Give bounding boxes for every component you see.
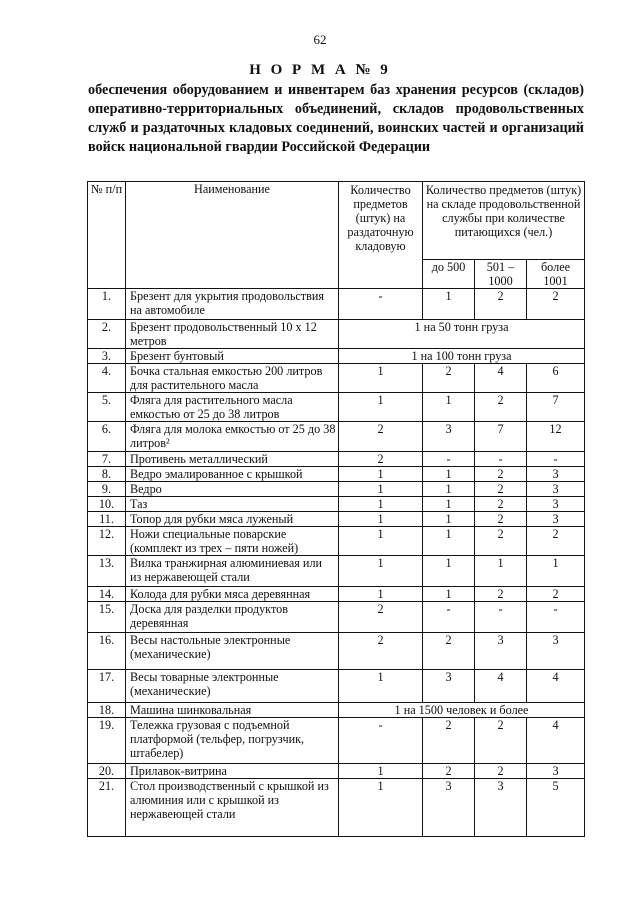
row-qty-over-1001: 3 [527,764,585,779]
table-row [88,703,585,718]
row-number: 9. [88,482,126,497]
row-qty-501-1000: 3 [475,779,527,837]
table-row [88,289,585,320]
table-row [88,527,585,556]
table-row [88,670,585,703]
row-qty-over-1001: 2 [527,289,585,320]
table-row [88,602,585,633]
row-name: Фляга для молока емкостью от 25 до 38 литров² [126,422,339,452]
row-qty-pantry: 1 [339,364,423,393]
row-name: Фляга для растительного масла емкостью от 25 до 38 литров [126,393,339,422]
row-qty-over-1001: 2 [527,527,585,556]
row-qty-501-1000: 2 [475,467,527,482]
row-qty-501-1000: 2 [475,512,527,527]
row-name: Таз [126,497,339,512]
row-name: Брезент для укрытия продовольствия на автомобиле [126,289,339,320]
row-name: Ножи специальные поварские (комплект из трех – пяти ножей) [126,527,339,556]
row-name: Топор для рубки мяса луженый [126,512,339,527]
row-qty-over-1001: 3 [527,482,585,497]
row-name: Ведро [126,482,339,497]
row-qty-up-to-500: - [423,602,475,633]
row-number: 5. [88,393,126,422]
row-number: 17. [88,670,126,703]
row-number: 3. [88,349,126,364]
row-qty-501-1000: 1 [475,556,527,587]
table-body [88,289,585,837]
row-number: 14. [88,587,126,602]
table-row [88,497,585,512]
header-qty-pantry: Количество предметов (штук) на раздаточную кладовую [339,182,423,289]
row-qty-over-1001: 5 [527,779,585,837]
row-number: 7. [88,452,126,467]
row-qty-over-1001: - [527,452,585,467]
row-number: 15. [88,602,126,633]
row-qty-501-1000: 2 [475,482,527,497]
table-row [88,393,585,422]
table-row [88,467,585,482]
table-row [88,364,585,393]
row-qty-up-to-500: 1 [423,512,475,527]
row-number: 4. [88,364,126,393]
row-number: 11. [88,512,126,527]
row-number: 18. [88,703,126,718]
row-qty-pantry: 2 [339,422,423,452]
row-qty-up-to-500: 3 [423,779,475,837]
table-row [88,633,585,670]
row-qty-501-1000: - [475,452,527,467]
row-qty-up-to-500: 2 [423,764,475,779]
table-row [88,764,585,779]
row-name: Тележка грузовая с подъемной платформой (тельфер, погрузчик, штабелер) [126,718,339,764]
row-qty-over-1001: 4 [527,670,585,703]
row-qty-pantry: 2 [339,602,423,633]
row-qty-up-to-500: 2 [423,718,475,764]
table-row [88,349,585,364]
row-qty-pantry: - [339,718,423,764]
row-name: Весы настольные электронные (механические) [126,633,339,670]
row-qty-pantry: 1 [339,670,423,703]
row-name: Брезент бунтовый [126,349,339,364]
row-qty-501-1000: 2 [475,587,527,602]
row-qty-pantry: 1 [339,512,423,527]
row-qty-up-to-500: 3 [423,670,475,703]
row-number: 8. [88,467,126,482]
table-row [88,320,585,349]
row-qty-501-1000: 7 [475,422,527,452]
row-number: 12. [88,527,126,556]
row-name: Вилка транжирная алюминиевая или из нержавеющей стали [126,556,339,587]
row-qty-501-1000: 2 [475,497,527,512]
row-name: Брезент продовольственный 10 х 12 метров [126,320,339,349]
row-qty-pantry: 1 [339,467,423,482]
row-name: Ведро эмалированное с крышкой [126,467,339,482]
row-qty-up-to-500: 1 [423,482,475,497]
table-row [88,452,585,467]
table-row [88,512,585,527]
row-qty-pantry: 1 [339,587,423,602]
row-number: 19. [88,718,126,764]
row-qty-up-to-500: 1 [423,497,475,512]
row-qty-over-1001: 3 [527,467,585,482]
header-up-to-500: до 500 [423,260,475,289]
table-row [88,779,585,837]
row-qty-pantry: 1 [339,482,423,497]
row-qty-over-1001: 6 [527,364,585,393]
row-number: 2. [88,320,126,349]
row-qty-up-to-500: 1 [423,393,475,422]
row-qty-501-1000: 2 [475,764,527,779]
row-span-value: 1 на 100 тонн груза [339,349,585,364]
row-qty-up-to-500: 1 [423,467,475,482]
row-name: Стол производственный с крышкой из алюминия или с крышкой из нержавеющей стали [126,779,339,837]
row-span-value: 1 на 1500 человек и более [339,703,585,718]
norms-table [87,181,585,837]
row-qty-pantry: 2 [339,633,423,670]
row-number: 20. [88,764,126,779]
row-qty-over-1001: 12 [527,422,585,452]
row-number: 6. [88,422,126,452]
row-qty-up-to-500: 3 [423,422,475,452]
row-qty-501-1000: 4 [475,670,527,703]
row-qty-501-1000: 4 [475,364,527,393]
row-qty-501-1000: - [475,602,527,633]
row-qty-over-1001: 3 [527,512,585,527]
header-name: Наименование [126,182,339,289]
header-501-1000: 501 – 1000 [475,260,527,289]
row-qty-pantry: 1 [339,556,423,587]
row-name: Доска для разделки продуктов деревянная [126,602,339,633]
header-qty-warehouse: Количество предметов (штук) на складе продовольственной службы при количестве питающихся (чел.) [423,182,585,260]
row-qty-501-1000: 2 [475,393,527,422]
document-subtitle: обеспечения оборудованием и инвентарем баз хранения ресурсов (складов) оперативно-территориальных объединений, складов продовольственных служб и раздаточных кладовых соединений, воинских частей и организаций войск национальной гвардии Российской Федерации [88,82,584,155]
header-number: № п/п [88,182,126,289]
row-qty-over-1001: 3 [527,633,585,670]
table-row [88,482,585,497]
row-qty-over-1001: 7 [527,393,585,422]
row-qty-pantry: 1 [339,527,423,556]
row-name: Машина шинковальная [126,703,339,718]
row-qty-over-1001: 2 [527,587,585,602]
row-qty-up-to-500: 1 [423,556,475,587]
row-qty-up-to-500: 2 [423,633,475,670]
table-row [88,556,585,587]
table-row [88,587,585,602]
row-qty-501-1000: 2 [475,527,527,556]
row-qty-over-1001: 4 [527,718,585,764]
row-qty-pantry: 1 [339,393,423,422]
row-qty-pantry: - [339,289,423,320]
row-qty-up-to-500: 1 [423,527,475,556]
row-qty-501-1000: 3 [475,633,527,670]
row-qty-up-to-500: 1 [423,587,475,602]
row-qty-up-to-500: 2 [423,364,475,393]
table-row [88,422,585,452]
table-row [88,718,585,764]
row-name: Прилавок-витрина [126,764,339,779]
row-name: Противень металлический [126,452,339,467]
row-qty-up-to-500: - [423,452,475,467]
row-qty-pantry: 1 [339,497,423,512]
row-name: Колода для рубки мяса деревянная [126,587,339,602]
row-qty-pantry: 2 [339,452,423,467]
row-qty-over-1001: 3 [527,497,585,512]
row-number: 10. [88,497,126,512]
row-qty-over-1001: 1 [527,556,585,587]
row-name: Весы товарные электронные (механические) [126,670,339,703]
row-qty-over-1001: - [527,602,585,633]
row-qty-pantry: 1 [339,764,423,779]
page-number: 62 [313,32,327,47]
row-qty-501-1000: 2 [475,289,527,320]
document-title: Н О Р М А № 9 [249,62,391,78]
row-qty-501-1000: 2 [475,718,527,764]
row-name: Бочка стальная емкостью 200 литров для растительного масла [126,364,339,393]
row-number: 16. [88,633,126,670]
row-qty-up-to-500: 1 [423,289,475,320]
header-over-1001: более 1001 [527,260,585,289]
row-span-value: 1 на 50 тонн груза [339,320,585,349]
row-number: 1. [88,289,126,320]
row-number: 13. [88,556,126,587]
row-number: 21. [88,779,126,837]
row-qty-pantry: 1 [339,779,423,837]
